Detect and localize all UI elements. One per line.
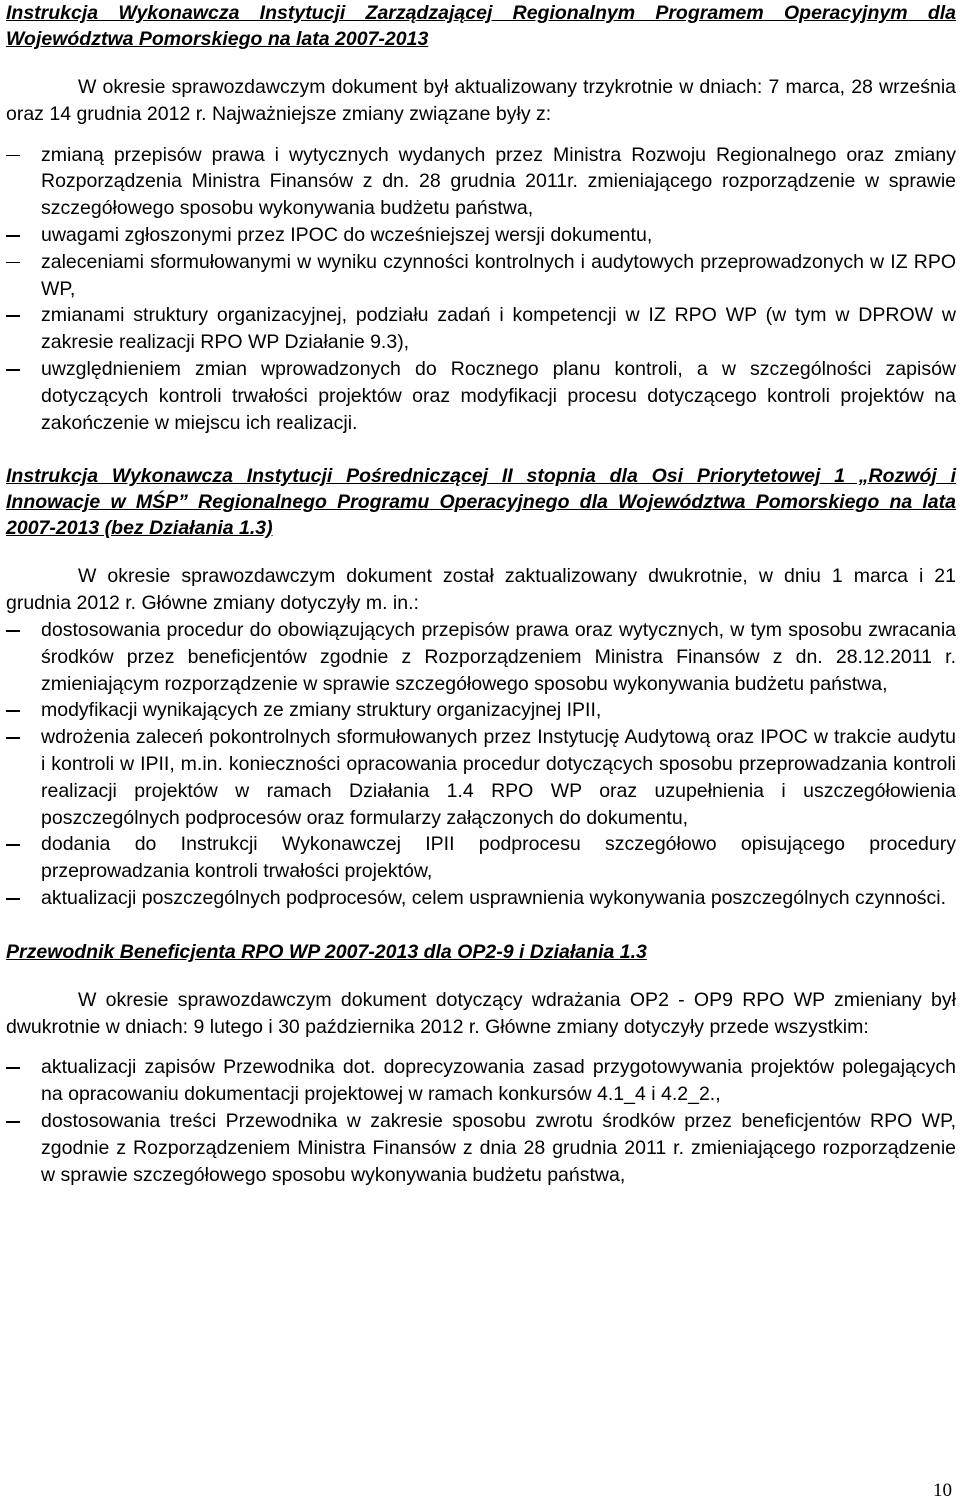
list-item: aktualizacji zapisów Przewodnika dot. doprecyzowania zasad przygotowywania projektów polegających na opracowaniu dokumentacji projektowej w ramach konkursów 4.1_4 i 4.2_2.,: [6, 1054, 956, 1108]
dash-bullet-icon: [6, 630, 20, 632]
change-list: [6, 142, 956, 437]
dash-bullet-icon: [6, 369, 20, 371]
section-intro: W okresie sprawozdawczym dokument został zaktualizowany dwukrotnie, w dniu 1 marca i 21 grudnia 2012 r. Główne zmiany dotyczyły m. in.:: [6, 565, 956, 615]
list-item: modyfikacji wynikających ze zmiany struktury organizacyjnej IPII,: [6, 697, 956, 724]
section-intro: W okresie sprawozdawczym dokument dotyczący wdrażania OP2 - OP9 RPO WP zmieniany był dwukrotnie w dniach: 9 lutego i 30 października 2012 r. Główne zmiany dotyczyły przede wszystkim:: [6, 988, 956, 1038]
list-item: uwagami zgłoszonymi przez IPOC do wcześniejszej wersji dokumentu,: [6, 222, 956, 249]
dash-bullet-icon: [6, 315, 20, 317]
change-list: [6, 617, 956, 912]
list-item: zmianami struktury organizacyjnej, podziału zadań i kompetencji w IZ RPO WP (w tym w DPROW w zakresie realizacji RPO WP Działanie 9.3),: [6, 302, 956, 356]
list-item: aktualizacji poszczególnych podprocesów, celem usprawnienia wykonywania poszczególnych czynności.: [6, 885, 956, 912]
section-heading: Przewodnik Beneficjenta RPO WP 2007-2013 dla OP2-9 i Działania 1.3: [6, 940, 647, 963]
dash-bullet-icon: [6, 1067, 20, 1069]
dash-bullet-icon: [6, 155, 20, 157]
list-item: dodania do Instrukcji Wykonawczej IPII podprocesu szczegółowo opisującego procedury przeprowadzania kontroli trwałości projektów,: [6, 831, 956, 885]
page-number: 10: [933, 1480, 952, 1501]
list-item: zaleceniami sformułowanymi w wyniku czynności kontrolnych i audytowych przeprowadzonych w IZ RPO WP,: [6, 249, 956, 303]
section-intro: W okresie sprawozdawczym dokument był aktualizowany trzykrotnie w dniach: 7 marca, 28 września oraz 14 grudnia 2012 r. Najważniejsze zmiany związane były z:: [6, 76, 956, 125]
dash-bullet-icon: [6, 235, 20, 237]
dash-bullet-icon: [6, 844, 20, 846]
list-item: wdrożenia zaleceń pokontrolnych sformułowanych przez Instytucję Audytową oraz IPOC w trakcie audytu i kontroli w IPII, m.in. konieczności opracowania procedur dotyczących sposobu przeprowadzania kontroli realizacji projektów w ramach Działania 1.4 RPO WP oraz uzupełnienia i uszczegółowienia poszczególnych podprocesów oraz formularzy załączonych do dokumentu,: [6, 724, 956, 831]
list-item: uwzględnieniem zmian wprowadzonych do Rocznego planu kontroli, a w szczególności zapisów dotyczących kontroli trwałości projektów oraz modyfikacji procesu dotyczącego kontroli projektów na zakończenie w miejscu ich realizacji.: [6, 356, 956, 436]
list-item: dostosowania procedur do obowiązujących przepisów prawa oraz wytycznych, w tym sposobu zwracania środków przez beneficjentów zgodnie z Rozporządzeniem Ministra Finansów z dn. 28.12.2011 r. zmieniającym rozporządzenie w sprawie szczegółowego sposobu wykonywania budżetu państwa,: [6, 617, 956, 697]
change-list: [6, 1054, 956, 1188]
dash-bullet-icon: [6, 262, 20, 264]
dash-bullet-icon: [6, 1121, 20, 1123]
document-page: [6, 0, 956, 1188]
section-heading: Instrukcja Wykonawcza Instytucji Zarządzającej Regionalnym Programem Operacyjnym dla Województwa Pomorskiego na lata 2007-2013: [6, 2, 956, 50]
section-heading: Instrukcja Wykonawcza Instytucji Pośredniczącej II stopnia dla Osi Priorytetowej 1 „Rozwój i Innowacje w MŚP” Regionalnego Programu Operacyjnego dla Województwa Pomorskiego na lata 2007-2013 (bez Działania 1.3): [6, 465, 956, 540]
dash-bullet-icon: [6, 898, 20, 900]
dash-bullet-icon: [6, 710, 20, 712]
list-item: dostosowania treści Przewodnika w zakresie sposobu zwrotu środków przez beneficjentów RPO WP, zgodnie z Rozporządzeniem Ministra Finansów z dnia 28 grudnia 2011 r. zmieniającego rozporządzenie w sprawie szczegółowego sposobu wykonywania budżetu państwa,: [6, 1108, 956, 1188]
dash-bullet-icon: [6, 737, 20, 739]
list-item: zmianą przepisów prawa i wytycznych wydanych przez Ministra Rozwoju Regionalnego oraz zmiany Rozporządzenia Ministra Finansów z dn. 28 grudnia 2011r. zmieniającego rozporządzenie w sprawie szczegółowego sposobu wykonywania budżetu państwa,: [6, 142, 956, 222]
